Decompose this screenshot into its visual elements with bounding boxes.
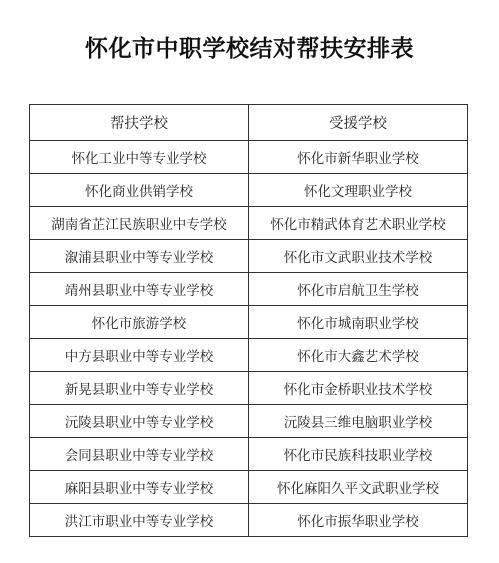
table-row [30,207,468,240]
supporting-school-cell: 怀化工业中等专业学校 [30,141,249,174]
supported-school-cell: 怀化市城南职业学校 [249,306,468,339]
supporting-school-cell: 新晃县职业中等专业学校 [30,372,249,405]
supported-school-cell: 怀化市启航卫生学校 [249,273,468,306]
supporting-school-cell: 会同县职业中等专业学校 [30,438,249,471]
table-row [30,273,468,306]
header-supported-school: 受援学校 [249,105,468,141]
supported-school-cell: 怀化市金桥职业技术学校 [249,372,468,405]
supported-school-cell: 怀化市振华职业学校 [249,504,468,537]
table-row [30,471,468,504]
table-row [30,504,468,537]
table-header [30,105,468,141]
supporting-school-cell: 靖州县职业中等专业学校 [30,273,249,306]
table-row [30,405,468,438]
table-row [30,174,468,207]
table-row [30,339,468,372]
page-title: 怀化市中职学校结对帮扶安排表 [85,36,414,62]
supporting-school-cell: 中方县职业中等专业学校 [30,339,249,372]
header-row [30,105,468,141]
supporting-school-cell: 沅陵县职业中等专业学校 [30,405,249,438]
pairing-table [29,104,468,537]
supporting-school-cell: 湖南省芷江民族职业中专学校 [30,207,249,240]
supported-school-cell: 沅陵县三维电脑职业学校 [249,405,468,438]
supporting-school-cell: 怀化市旅游学校 [30,306,249,339]
table-row [30,438,468,471]
supported-school-cell: 怀化麻阳久平文武职业学校 [249,471,468,504]
table-row [30,372,468,405]
supported-school-cell: 怀化市大鑫艺术学校 [249,339,468,372]
supported-school-cell: 怀化市新华职业学校 [249,141,468,174]
supporting-school-cell: 溆浦县职业中等专业学校 [30,240,249,273]
supported-school-cell: 怀化文理职业学校 [249,174,468,207]
header-supporting-school: 帮扶学校 [30,105,249,141]
table-row [30,141,468,174]
supported-school-cell: 怀化市精武体育艺术职业学校 [249,207,468,240]
supported-school-cell: 怀化市文武职业技术学校 [249,240,468,273]
supporting-school-cell: 怀化商业供销学校 [30,174,249,207]
supported-school-cell: 怀化市民族科技职业学校 [249,438,468,471]
table-row [30,240,468,273]
table-body [30,141,468,537]
supporting-school-cell: 洪江市职业中等专业学校 [30,504,249,537]
table-row [30,306,468,339]
supporting-school-cell: 麻阳县职业中等专业学校 [30,471,249,504]
